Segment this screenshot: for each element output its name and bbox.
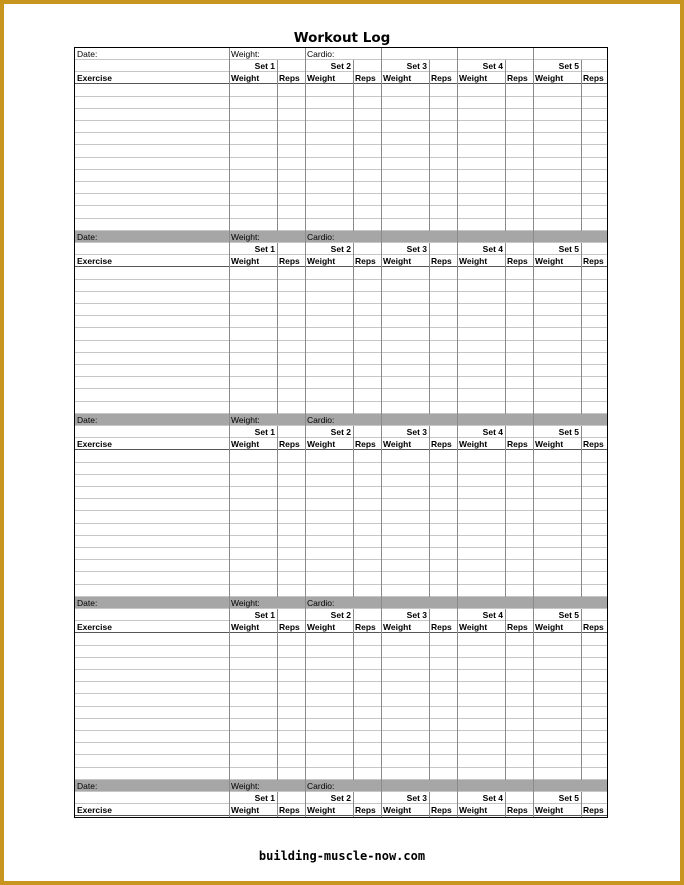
exercise-header: Exercise xyxy=(77,805,112,816)
weight-label: Weight: xyxy=(231,781,260,791)
reps-header: Reps xyxy=(431,439,452,450)
column-divider xyxy=(581,426,582,597)
reps-header: Reps xyxy=(507,73,528,84)
meta-row xyxy=(75,231,607,243)
column-divider xyxy=(505,243,506,414)
weight-header: Weight xyxy=(535,622,564,633)
column-divider xyxy=(229,231,230,414)
meta-row xyxy=(75,48,607,60)
entry-row[interactable] xyxy=(75,634,607,646)
column-divider xyxy=(381,48,382,231)
weight-header: Weight xyxy=(459,73,488,84)
column-divider xyxy=(353,609,354,780)
column-divider xyxy=(229,597,230,780)
entry-row[interactable] xyxy=(75,707,607,719)
column-divider xyxy=(429,426,430,597)
column-divider xyxy=(581,243,582,414)
weight-label: Weight: xyxy=(231,49,260,59)
date-label: Date: xyxy=(77,415,98,425)
entry-row[interactable] xyxy=(75,487,607,499)
set-label: Set 2 xyxy=(330,793,351,804)
set-header-row xyxy=(75,60,607,72)
entry-row[interactable] xyxy=(75,304,607,316)
column-divider xyxy=(277,426,278,597)
column-divider xyxy=(353,426,354,597)
column-divider xyxy=(581,60,582,231)
column-divider xyxy=(429,243,430,414)
column-divider xyxy=(457,597,458,780)
set-label: Set 4 xyxy=(482,793,503,804)
reps-header: Reps xyxy=(279,439,300,450)
set-label: Set 3 xyxy=(406,610,427,621)
workout-log-table xyxy=(74,47,608,818)
entry-row[interactable] xyxy=(75,316,607,328)
set-label: Set 4 xyxy=(482,244,503,255)
reps-header: Reps xyxy=(583,622,604,633)
entry-row[interactable] xyxy=(75,292,607,304)
weight-label: Weight: xyxy=(231,232,260,242)
column-divider xyxy=(533,231,534,414)
log-section xyxy=(75,780,607,817)
weight-header: Weight xyxy=(231,805,260,816)
entry-row[interactable] xyxy=(75,268,607,280)
set-label: Set 2 xyxy=(330,427,351,438)
set-header-row xyxy=(75,243,607,255)
log-section xyxy=(75,48,607,231)
entry-row[interactable] xyxy=(75,365,607,377)
column-divider xyxy=(277,243,278,414)
reps-header: Reps xyxy=(279,805,300,816)
exercise-header: Exercise xyxy=(77,439,112,450)
column-divider xyxy=(533,414,534,597)
weight-header: Weight xyxy=(459,439,488,450)
entry-row[interactable] xyxy=(75,585,607,597)
entry-row[interactable] xyxy=(75,695,607,707)
weight-header: Weight xyxy=(459,256,488,267)
weight-header: Weight xyxy=(307,73,336,84)
meta-row xyxy=(75,780,607,792)
set-label: Set 2 xyxy=(330,61,351,72)
weight-header: Weight xyxy=(231,73,260,84)
column-divider xyxy=(381,597,382,780)
column-header-row xyxy=(75,804,607,816)
date-label: Date: xyxy=(77,232,98,242)
column-divider xyxy=(277,792,278,816)
column-divider xyxy=(581,609,582,780)
column-divider xyxy=(229,780,230,817)
weight-header: Weight xyxy=(231,622,260,633)
column-divider xyxy=(305,414,306,597)
cardio-label: Cardio: xyxy=(307,49,335,59)
weight-header: Weight xyxy=(231,256,260,267)
set-label: Set 5 xyxy=(558,244,579,255)
weight-header: Weight xyxy=(535,256,564,267)
weight-label: Weight: xyxy=(231,415,260,425)
set-label: Set 5 xyxy=(558,61,579,72)
column-divider xyxy=(229,414,230,597)
weight-header: Weight xyxy=(307,622,336,633)
column-divider xyxy=(305,780,306,817)
page-title: Workout Log xyxy=(293,30,391,46)
weight-header: Weight xyxy=(307,439,336,450)
reps-header: Reps xyxy=(355,73,376,84)
entry-row[interactable] xyxy=(75,353,607,365)
entry-row[interactable] xyxy=(75,182,607,194)
meta-row xyxy=(75,414,607,426)
entry-row[interactable] xyxy=(75,548,607,560)
reps-header: Reps xyxy=(355,256,376,267)
meta-row xyxy=(75,597,607,609)
weight-header: Weight xyxy=(383,73,412,84)
exercise-header: Exercise xyxy=(77,73,112,84)
column-header-row xyxy=(75,438,607,450)
entry-row[interactable] xyxy=(75,499,607,511)
reps-header: Reps xyxy=(583,256,604,267)
entry-row[interactable] xyxy=(75,121,607,133)
reps-header: Reps xyxy=(507,805,528,816)
column-divider xyxy=(229,48,230,231)
reps-header: Reps xyxy=(507,622,528,633)
set-label: Set 3 xyxy=(406,61,427,72)
entry-row[interactable] xyxy=(75,682,607,694)
column-divider xyxy=(305,597,306,780)
weight-header: Weight xyxy=(459,805,488,816)
set-label: Set 3 xyxy=(406,244,427,255)
column-divider xyxy=(353,243,354,414)
reps-header: Reps xyxy=(279,622,300,633)
set-label: Set 3 xyxy=(406,793,427,804)
column-divider xyxy=(381,414,382,597)
entry-row[interactable] xyxy=(75,743,607,755)
reps-header: Reps xyxy=(355,805,376,816)
set-header-row xyxy=(75,609,607,621)
column-header-row xyxy=(75,72,607,84)
entry-row[interactable] xyxy=(75,463,607,475)
column-divider xyxy=(305,231,306,414)
reps-header: Reps xyxy=(583,439,604,450)
set-label: Set 5 xyxy=(558,610,579,621)
entry-row[interactable] xyxy=(75,756,607,768)
reps-header: Reps xyxy=(279,73,300,84)
column-divider xyxy=(581,792,582,816)
entry-row[interactable] xyxy=(75,97,607,109)
exercise-header: Exercise xyxy=(77,622,112,633)
entry-row[interactable] xyxy=(75,109,607,121)
column-header-row xyxy=(75,621,607,633)
reps-header: Reps xyxy=(431,805,452,816)
entry-row[interactable] xyxy=(75,390,607,402)
entry-row[interactable] xyxy=(75,402,607,414)
column-divider xyxy=(429,792,430,816)
entry-row[interactable] xyxy=(75,329,607,341)
entry-row[interactable] xyxy=(75,146,607,158)
date-label: Date: xyxy=(77,49,98,59)
column-divider xyxy=(457,414,458,597)
set-label: Set 4 xyxy=(482,610,503,621)
weight-header: Weight xyxy=(383,805,412,816)
reps-header: Reps xyxy=(355,622,376,633)
weight-header: Weight xyxy=(535,73,564,84)
entry-row[interactable] xyxy=(75,573,607,585)
weight-label: Weight: xyxy=(231,598,260,608)
set-label: Set 1 xyxy=(254,793,275,804)
entry-row[interactable] xyxy=(75,719,607,731)
cardio-label: Cardio: xyxy=(307,232,335,242)
set-label: Set 4 xyxy=(482,427,503,438)
column-divider xyxy=(277,609,278,780)
cardio-label: Cardio: xyxy=(307,415,335,425)
log-section xyxy=(75,231,607,414)
entry-row[interactable] xyxy=(75,512,607,524)
set-label: Set 3 xyxy=(406,427,427,438)
entry-row[interactable] xyxy=(75,451,607,463)
entry-row[interactable] xyxy=(75,341,607,353)
weight-header: Weight xyxy=(383,622,412,633)
weight-header: Weight xyxy=(383,439,412,450)
column-divider xyxy=(533,48,534,231)
entry-row[interactable] xyxy=(75,475,607,487)
entry-row[interactable] xyxy=(75,646,607,658)
weight-header: Weight xyxy=(535,439,564,450)
weight-header: Weight xyxy=(231,439,260,450)
entry-row[interactable] xyxy=(75,536,607,548)
set-label: Set 1 xyxy=(254,244,275,255)
entry-row[interactable] xyxy=(75,524,607,536)
column-divider xyxy=(457,48,458,231)
column-divider xyxy=(505,609,506,780)
entry-row[interactable] xyxy=(75,170,607,182)
set-label: Set 2 xyxy=(330,610,351,621)
reps-header: Reps xyxy=(355,439,376,450)
column-divider xyxy=(505,426,506,597)
reps-header: Reps xyxy=(431,622,452,633)
column-header-row xyxy=(75,255,607,267)
footer-url: building-muscle-now.com xyxy=(258,849,426,863)
set-header-row xyxy=(75,426,607,438)
column-divider xyxy=(533,780,534,817)
weight-header: Weight xyxy=(307,256,336,267)
entry-row[interactable] xyxy=(75,731,607,743)
cardio-label: Cardio: xyxy=(307,781,335,791)
set-label: Set 5 xyxy=(558,793,579,804)
entry-row[interactable] xyxy=(75,85,607,97)
entry-row[interactable] xyxy=(75,280,607,292)
set-label: Set 5 xyxy=(558,427,579,438)
column-divider xyxy=(381,780,382,817)
column-divider xyxy=(457,780,458,817)
set-label: Set 1 xyxy=(254,610,275,621)
entry-row[interactable] xyxy=(75,133,607,145)
column-divider xyxy=(505,60,506,231)
weight-header: Weight xyxy=(383,256,412,267)
column-divider xyxy=(429,609,430,780)
date-label: Date: xyxy=(77,781,98,791)
set-header-row xyxy=(75,792,607,804)
entry-row[interactable] xyxy=(75,158,607,170)
date-label: Date: xyxy=(77,598,98,608)
entry-row[interactable] xyxy=(75,377,607,389)
set-label: Set 1 xyxy=(254,61,275,72)
entry-row[interactable] xyxy=(75,560,607,572)
column-divider xyxy=(353,792,354,816)
reps-header: Reps xyxy=(583,805,604,816)
reps-header: Reps xyxy=(507,256,528,267)
entry-row[interactable] xyxy=(75,658,607,670)
entry-row[interactable] xyxy=(75,670,607,682)
column-divider xyxy=(457,231,458,414)
reps-header: Reps xyxy=(279,256,300,267)
log-section xyxy=(75,414,607,597)
set-label: Set 1 xyxy=(254,427,275,438)
entry-row[interactable] xyxy=(75,207,607,219)
exercise-header: Exercise xyxy=(77,256,112,267)
entry-row[interactable] xyxy=(75,768,607,780)
entry-row[interactable] xyxy=(75,194,607,206)
column-divider xyxy=(353,60,354,231)
cardio-label: Cardio: xyxy=(307,598,335,608)
reps-header: Reps xyxy=(431,256,452,267)
column-divider xyxy=(381,231,382,414)
weight-header: Weight xyxy=(535,805,564,816)
weight-header: Weight xyxy=(459,622,488,633)
set-label: Set 2 xyxy=(330,244,351,255)
set-label: Set 4 xyxy=(482,61,503,72)
entry-row[interactable] xyxy=(75,219,607,231)
reps-header: Reps xyxy=(507,439,528,450)
weight-header: Weight xyxy=(307,805,336,816)
column-divider xyxy=(505,792,506,816)
column-divider xyxy=(305,48,306,231)
reps-header: Reps xyxy=(431,73,452,84)
column-divider xyxy=(277,60,278,231)
column-divider xyxy=(533,597,534,780)
column-divider xyxy=(429,60,430,231)
log-section xyxy=(75,597,607,780)
reps-header: Reps xyxy=(583,73,604,84)
